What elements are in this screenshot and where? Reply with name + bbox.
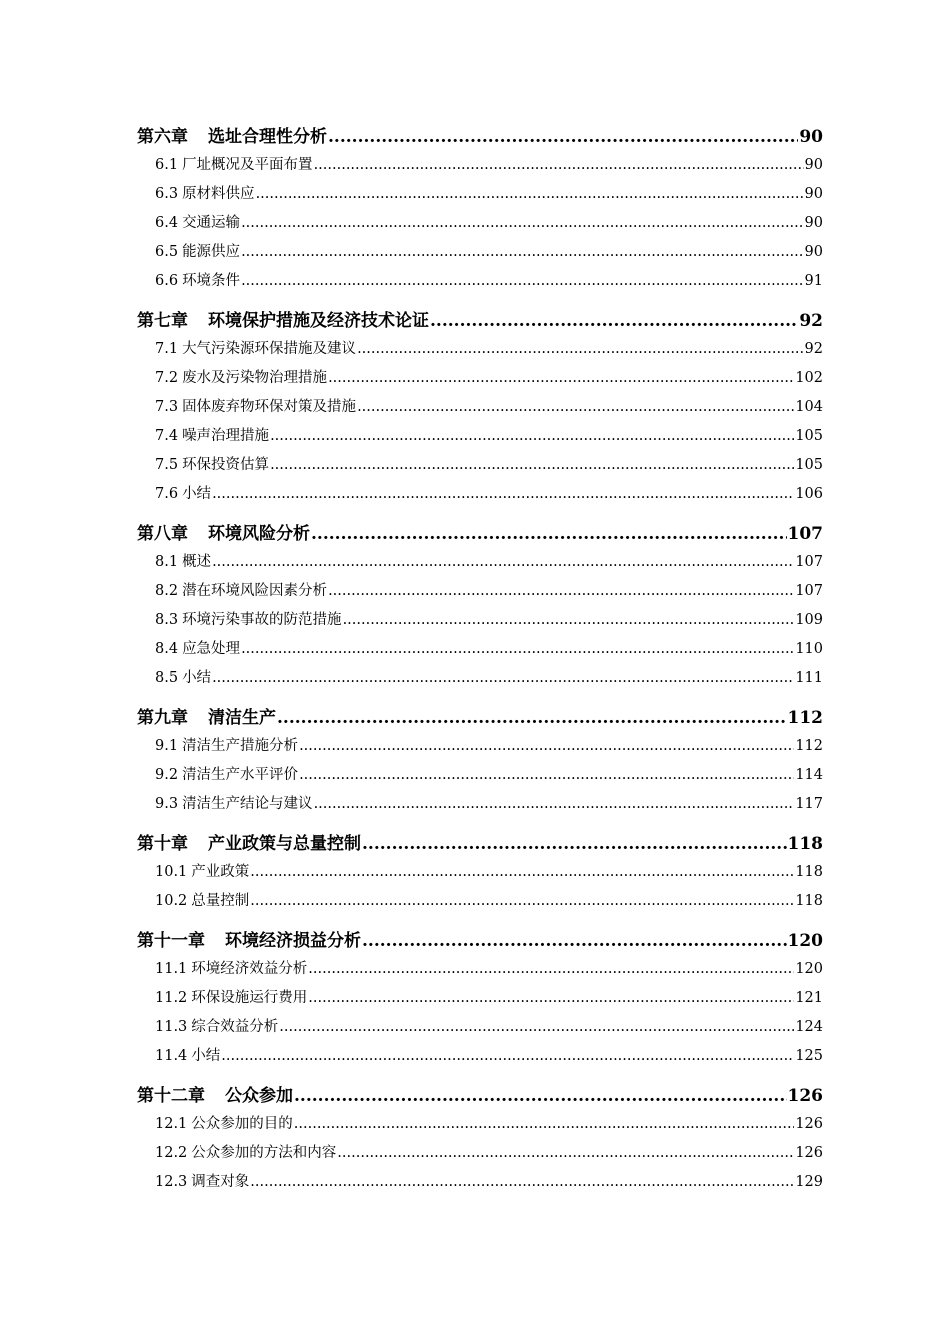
dot-leader: [362, 834, 787, 854]
section-number: 8.5: [155, 670, 179, 686]
dot-leader: [241, 641, 794, 657]
section-title: 综合效益分析: [191, 1019, 279, 1035]
section-number: 12.3: [155, 1174, 188, 1190]
page-number: 92: [804, 341, 823, 357]
toc-chapter-entry[interactable]: [137, 825, 823, 858]
page-number: 90: [804, 157, 823, 173]
dot-leader: [299, 738, 794, 754]
chapter-title: 选址合理性分析: [208, 127, 327, 147]
section-title: 小结: [182, 486, 212, 502]
page-number: 105: [795, 457, 823, 473]
toc-chapter-entry[interactable]: [137, 699, 823, 732]
dot-leader: [250, 864, 794, 880]
section-number: 7.6: [155, 486, 179, 502]
dot-leader: [299, 767, 794, 783]
toc-section-entry[interactable]: [137, 792, 823, 821]
section-number: 6.5: [155, 244, 179, 260]
page-number: 92: [799, 311, 823, 331]
dot-leader: [308, 961, 794, 977]
page-number: 106: [795, 486, 823, 502]
chapter-title: 产业政策与总量控制: [208, 834, 361, 854]
section-title: 清洁生产水平评价: [182, 767, 299, 783]
section-number: 7.2: [155, 370, 179, 386]
toc-section-entry[interactable]: [137, 957, 823, 986]
section-number: 7.3: [155, 399, 179, 415]
section-title: 环境污染事故的防范措施: [182, 612, 342, 628]
section-title: 环境经济效益分析: [191, 961, 308, 977]
page-number: 107: [795, 583, 823, 599]
toc-section-entry[interactable]: [137, 424, 823, 453]
page-number: 90: [804, 244, 823, 260]
page-number: 118: [787, 834, 823, 854]
toc-section-entry[interactable]: [137, 608, 823, 637]
section-title: 固体废弃物环保对策及措施: [182, 399, 357, 415]
section-title: 废水及污染物治理措施: [182, 370, 328, 386]
section-title: 厂址概况及平面布置: [182, 157, 313, 173]
chapter-title: 清洁生产: [208, 708, 276, 728]
page-number: 105: [795, 428, 823, 444]
section-number: 6.4: [155, 215, 179, 231]
section-title: 环保设施运行费用: [191, 990, 308, 1006]
chapter-number: 第六章: [137, 127, 188, 147]
chapter-number: 第十一章: [137, 931, 205, 951]
section-title: 产业政策: [191, 864, 250, 880]
page-number: 114: [795, 767, 823, 783]
toc-section-entry[interactable]: [137, 763, 823, 792]
dot-leader: [212, 554, 794, 570]
toc-section-entry[interactable]: [137, 240, 823, 269]
page-number: 112: [795, 738, 823, 754]
dot-leader: [212, 670, 794, 686]
section-number: 8.4: [155, 641, 179, 657]
toc-section-entry[interactable]: [137, 453, 823, 482]
dot-leader: [337, 1145, 794, 1161]
page-number: 110: [795, 641, 823, 657]
section-title: 小结: [182, 670, 212, 686]
page-number: 107: [795, 554, 823, 570]
toc-section-entry[interactable]: [137, 550, 823, 579]
section-title: 环境条件: [182, 273, 241, 289]
page-number: 109: [795, 612, 823, 628]
section-number: 11.1: [155, 961, 188, 977]
page-number: 107: [787, 524, 823, 544]
section-number: 6.6: [155, 273, 179, 289]
page-number: 104: [795, 399, 823, 415]
dot-leader: [241, 215, 803, 231]
toc-section-entry[interactable]: [137, 211, 823, 240]
toc-section-entry[interactable]: [137, 395, 823, 424]
section-number: 9.1: [155, 738, 179, 754]
page-number: 112: [787, 708, 823, 728]
section-number: 6.1: [155, 157, 179, 173]
dot-leader: [256, 186, 804, 202]
section-number: 6.3: [155, 186, 179, 202]
toc-section-entry[interactable]: [137, 734, 823, 763]
table-of-contents: [137, 118, 823, 1199]
dot-leader: [294, 1086, 787, 1106]
toc-chapter-entry[interactable]: [137, 515, 823, 548]
page-number: 90: [799, 127, 823, 147]
section-number: 8.2: [155, 583, 179, 599]
section-title: 概述: [182, 554, 212, 570]
section-title: 清洁生产措施分析: [182, 738, 299, 754]
toc-section-entry[interactable]: [137, 986, 823, 1015]
toc-section-entry[interactable]: [137, 1044, 823, 1073]
dot-leader: [328, 127, 798, 147]
toc-chapter-entry[interactable]: [137, 922, 823, 955]
chapter-title: 环境风险分析: [208, 524, 310, 544]
page-number: 125: [795, 1048, 823, 1064]
chapter-title: 公众参加: [225, 1086, 293, 1106]
section-number: 9.2: [155, 767, 179, 783]
section-number: 7.4: [155, 428, 179, 444]
page-number: 120: [795, 961, 823, 977]
dot-leader: [241, 273, 803, 289]
chapter-title: 环境经济损益分析: [225, 931, 361, 951]
toc-chapter-entry[interactable]: [137, 302, 823, 335]
toc-section-entry[interactable]: [137, 860, 823, 889]
dot-leader: [314, 157, 804, 173]
section-title: 调查对象: [191, 1174, 250, 1190]
section-title: 原材料供应: [182, 186, 255, 202]
toc-section-entry[interactable]: [137, 666, 823, 695]
page-number: 126: [795, 1116, 823, 1132]
dot-leader: [343, 612, 795, 628]
dot-leader: [308, 990, 794, 1006]
toc-chapter-entry[interactable]: [137, 1077, 823, 1110]
section-number: 8.1: [155, 554, 179, 570]
dot-leader: [328, 583, 794, 599]
toc-section-entry[interactable]: [137, 482, 823, 511]
section-title: 大气污染源环保措施及建议: [182, 341, 357, 357]
chapter-number: 第九章: [137, 708, 188, 728]
section-number: 10.1: [155, 864, 188, 880]
dot-leader: [270, 457, 794, 473]
dot-leader: [294, 1116, 795, 1132]
dot-leader: [328, 370, 794, 386]
dot-leader: [221, 1048, 794, 1064]
dot-leader: [270, 428, 794, 444]
section-number: 12.1: [155, 1116, 188, 1132]
chapter-number: 第十章: [137, 834, 188, 854]
dot-leader: [241, 244, 803, 260]
toc-section-entry[interactable]: [137, 889, 823, 918]
page-number: 120: [787, 931, 823, 951]
section-number: 12.2: [155, 1145, 188, 1161]
page-number: 126: [787, 1086, 823, 1106]
dot-leader: [277, 708, 787, 728]
toc-section-entry[interactable]: [137, 637, 823, 666]
section-title: 能源供应: [182, 244, 241, 260]
page-number: 118: [795, 893, 823, 909]
section-title: 公众参加的方法和内容: [191, 1145, 337, 1161]
section-title: 小结: [191, 1048, 221, 1064]
dot-leader: [250, 893, 794, 909]
dot-leader: [311, 524, 787, 544]
toc-section-entry[interactable]: [137, 1170, 823, 1199]
chapter-title: 环境保护措施及经济技术论证: [208, 311, 429, 331]
section-number: 7.5: [155, 457, 179, 473]
toc-section-entry[interactable]: [137, 182, 823, 211]
section-number: 11.3: [155, 1019, 188, 1035]
page-number: 102: [795, 370, 823, 386]
toc-chapter-entry[interactable]: [137, 118, 823, 151]
dot-leader: [357, 341, 803, 357]
section-number: 7.1: [155, 341, 179, 357]
section-title: 潜在环境风险因素分析: [182, 583, 328, 599]
dot-leader: [357, 399, 794, 415]
section-number: 8.3: [155, 612, 179, 628]
dot-leader: [362, 931, 787, 951]
toc-section-entry[interactable]: [137, 1112, 823, 1141]
section-title: 总量控制: [191, 893, 250, 909]
section-number: 10.2: [155, 893, 188, 909]
dot-leader: [430, 311, 798, 331]
section-title: 噪声治理措施: [182, 428, 270, 444]
chapter-number: 第七章: [137, 311, 188, 331]
toc-section-entry[interactable]: [137, 337, 823, 366]
page-number: 126: [795, 1145, 823, 1161]
page-number: 90: [804, 186, 823, 202]
page-number: 121: [795, 990, 823, 1006]
dot-leader: [314, 796, 795, 812]
dot-leader: [250, 1174, 794, 1190]
toc-section-entry[interactable]: [137, 1141, 823, 1170]
section-number: 9.3: [155, 796, 179, 812]
chapter-number: 第八章: [137, 524, 188, 544]
toc-section-entry[interactable]: [137, 1015, 823, 1044]
section-title: 交通运输: [182, 215, 241, 231]
dot-leader: [279, 1019, 794, 1035]
toc-section-entry[interactable]: [137, 153, 823, 182]
page-number: 117: [795, 796, 823, 812]
toc-section-entry[interactable]: [137, 366, 823, 395]
page-number: 90: [804, 215, 823, 231]
page-number: 111: [795, 670, 823, 686]
toc-section-entry[interactable]: [137, 579, 823, 608]
chapter-number: 第十二章: [137, 1086, 205, 1106]
section-title: 清洁生产结论与建议: [182, 796, 313, 812]
section-number: 11.4: [155, 1048, 188, 1064]
section-number: 11.2: [155, 990, 188, 1006]
section-title: 环保投资估算: [182, 457, 270, 473]
page-number: 118: [795, 864, 823, 880]
section-title: 应急处理: [182, 641, 241, 657]
section-title: 公众参加的目的: [191, 1116, 293, 1132]
toc-section-entry[interactable]: [137, 269, 823, 298]
page-number: 91: [804, 273, 823, 289]
page-number: 129: [795, 1174, 823, 1190]
page-number: 124: [795, 1019, 823, 1035]
dot-leader: [212, 486, 794, 502]
